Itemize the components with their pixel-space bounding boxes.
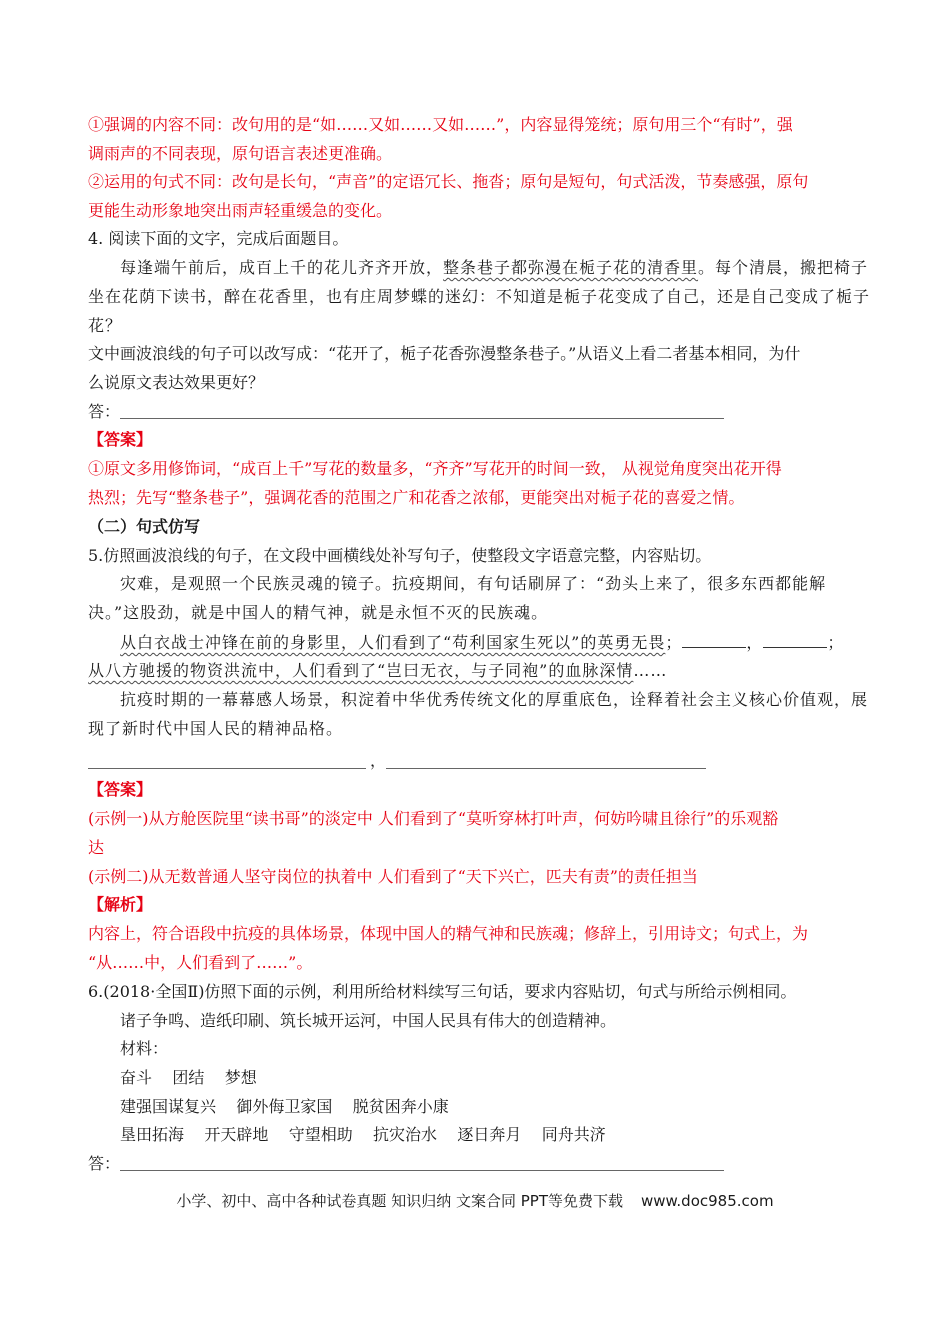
wavy-underlined-sentence: 从白衣战士冲锋在前的身影里，人们看到了“苟利国家生死以”的英勇无畏 [120, 633, 666, 652]
passage-text: ； [665, 633, 683, 652]
answer-line: ①强调的内容不同：改句用的是“如……又如……又如……”，内容显得笼统；原句用三个“有时”，强 [88, 115, 793, 134]
answer-line: ①原文多用修饰词，“成百上千”写花的数量多，“齐齐”写花开的时间一致， 从视觉角度突出花开得 [88, 459, 782, 478]
explanation-tag: 【解析】 [88, 895, 153, 914]
answer-line: 达 [88, 838, 105, 857]
passage-line [88, 660, 667, 682]
wavy-underlined-sentence: 从八方驰援的物资洪流中，人们看到了“岂曰无衣，与子同袍”的血脉深情 [88, 661, 634, 680]
example-sentence: 诸子争鸣、造纸印刷、筑长城开运河，中国人民具有伟大的创造精神。 [120, 1011, 617, 1030]
passage-line [120, 631, 844, 654]
page-footer [0, 1190, 950, 1212]
answer-line: 热烈；先写“整条巷子”，强调花香的范围之广和花香之浓郁，更能突出对栀子花的喜爱之情。 [88, 488, 745, 507]
passage-line: 灾难，是观照一个民族灵魂的镜子。抗疫期间，有句话刷屏了：“劲头上来了，很多东西都能解 [120, 574, 827, 593]
answer-line-blank [120, 418, 724, 419]
answer-line: 调雨声的不同表现，原句语言表述更准确。 [88, 144, 393, 163]
answer-line: 更能生动形象地突出雨声轻重缓急的变化。 [88, 201, 393, 220]
passage-line: 抗疫时期的一幕幕感人场景，积淀着中华优秀传统文化的厚重底色，诠释着社会主义核心价值观，展 [120, 690, 869, 709]
explanation-line: 内容上，符合语段中抗疫的具体场景，体现中国人的精气神和民族魂；修辞上，引用诗文；句式上，为 [88, 924, 809, 943]
answer-tag: 【答案】 [88, 780, 153, 799]
footer-url[interactable]: www.doc985.com [640, 1192, 774, 1210]
answer-blank-2[interactable] [386, 768, 706, 769]
passage-line: 花？ [88, 316, 123, 335]
fill-blank[interactable] [763, 631, 827, 648]
question-4: 4. 阅读下面的文字，完成后面题目。 [88, 229, 349, 248]
material-label: 材料： [120, 1039, 169, 1058]
wavy-underlined-sentence: 整条巷子都弥漫在栀子花的清香里 [443, 258, 699, 277]
question-text: 么说原文表达效果更好？ [88, 373, 265, 392]
passage-text: ； [827, 633, 845, 652]
passage-line: 现了新时代中国人民的精神品格。 [88, 719, 344, 738]
passage-line: 决。”这股劲，就是中国人的精气神，就是永恒不灭的民族魂。 [88, 603, 549, 622]
answer-line: (示例一)从方舱医院里“读书哥”的淡定中 人们看到了“莫听穿林打叶声，何妨吟啸且徐行”的乐观豁 [88, 809, 779, 828]
fill-blank[interactable] [682, 631, 746, 648]
footer-text: 小学、初中、高中各种试卷真题 知识归纳 文案合同 PPT等免费下载 [176, 1192, 623, 1210]
material-line: 奋斗 团结 梦想 [120, 1068, 257, 1087]
explanation-line: “从……中，人们看到了……”。 [88, 953, 313, 972]
passage-text: 。每个清晨，搬把椅子 [698, 258, 869, 277]
material-line: 建强国谋复兴 御外侮卫家国 脱贫困奔小康 [120, 1097, 449, 1116]
answer-line: (示例二)从无数普通人坚守岗位的执着中 人们看到了“天下兴亡，匹夫有责”的责任担当 [88, 867, 698, 886]
passage-text: ， [746, 633, 764, 652]
question-6: 6.(2018·全国Ⅱ)仿照下面的示例，利用所给材料续写三句话，要求内容贴切，句式与所给示例相同。 [88, 982, 797, 1001]
answer-line-blank[interactable] [120, 1170, 724, 1171]
blank-separator: ， [370, 751, 387, 770]
question-text: 文中画波浪线的句子可以改写成：“花开了，栀子花香弥漫整条巷子。”从语义上看二者基本相同，为什 [88, 344, 801, 363]
answer-blank-1[interactable] [88, 768, 366, 769]
answer-tag: 【答案】 [88, 430, 153, 449]
passage-line [120, 257, 868, 279]
answer-line: ②运用的句式不同：改句是长句，“声音”的定语冗长、拖沓；原句是短句，句式活泼，节奏感强，原句 [88, 172, 809, 191]
answer-label: 答： [88, 402, 121, 421]
question-5: 5.仿照画波浪线的句子，在文段中画横线处补写句子，使整段文字语意完整，内容贴切。 [88, 546, 712, 565]
passage-text: 每逢端午前后，成百上千的花儿齐齐开放， [120, 258, 444, 277]
answer-label: 答： [88, 1154, 121, 1173]
material-line: 垦田拓海 开天辟地 守望相助 抗灾治水 逐日奔月 同舟共济 [120, 1125, 606, 1144]
passage-line: 坐在花荫下读书，醉在花香里，也有庄周梦蝶的迷幻：不知道是栀子花变成了自己，还是自己变成了栀子 [88, 287, 871, 306]
section-heading: （二）句式仿写 [88, 517, 201, 536]
passage-text: …… [633, 661, 668, 680]
